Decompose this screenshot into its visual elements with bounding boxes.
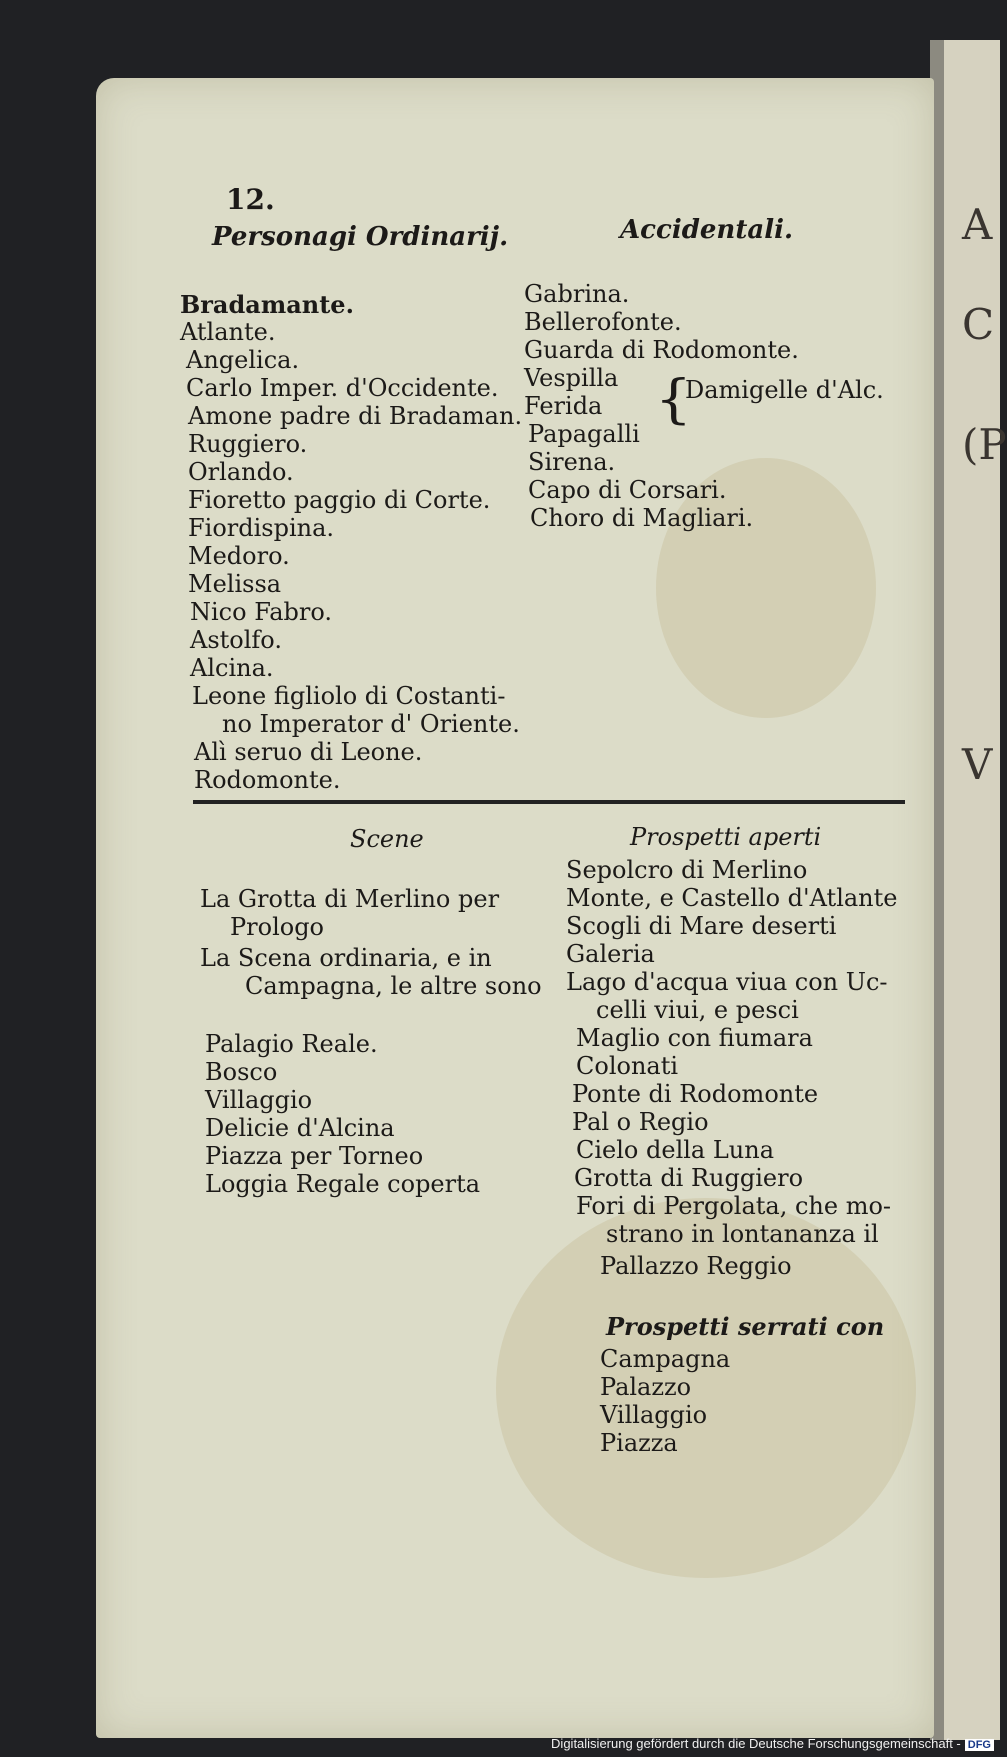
list-item: La Grotta di Merlino per — [200, 885, 500, 913]
list-item: Piazza — [600, 1429, 678, 1457]
list-item: Atlante. — [180, 318, 276, 346]
list-item: Fioretto paggio di Corte. — [188, 486, 491, 514]
list-item: Campagna — [600, 1345, 731, 1373]
list-item: Amone padre di Bradaman. — [188, 402, 523, 430]
list-item: Bradamante. — [180, 290, 354, 319]
list-item: Cielo della Luna — [576, 1136, 775, 1164]
list-item: Sepolcro di Merlino — [566, 856, 808, 884]
list-item: Prologo — [230, 913, 325, 941]
list-item: Galeria — [566, 940, 655, 968]
next-page-edge — [930, 40, 1007, 1740]
scene-heading: Scene — [350, 825, 424, 853]
list-item: Carlo Imper. d'Occidente. — [186, 374, 499, 402]
list-item: Choro di Magliari. — [530, 504, 754, 532]
list-item: Colonati — [576, 1052, 679, 1080]
list-item: Loggia Regale coperta — [205, 1170, 481, 1198]
list-item: Ferida — [524, 392, 603, 420]
list-item: Pallazzo Reggio — [600, 1252, 792, 1280]
list-item: Gabrina. — [524, 280, 630, 308]
list-item: Villaggio — [205, 1086, 313, 1114]
list-item: Monte, e Castello d'Atlante — [566, 884, 898, 912]
list-item: Vespilla — [524, 364, 619, 392]
list-item: celli viui, e pesci — [596, 996, 799, 1024]
list-item: Alì seruo di Leone. — [194, 738, 423, 766]
next-page-fragment: V — [962, 740, 993, 789]
list-item: La Scena ordinaria, e in — [200, 944, 492, 972]
list-item: Alcina. — [190, 654, 274, 682]
next-page-fragment: A — [962, 200, 993, 249]
list-item: Rodomonte. — [194, 766, 341, 794]
list-item: Ruggiero. — [188, 430, 308, 458]
list-item: Fori di Pergolata, che mo- — [576, 1192, 892, 1220]
list-item: Ponte di Rodomonte — [572, 1080, 819, 1108]
list-item: Lago d'acqua viua con Uc- — [566, 968, 888, 996]
list-item: Bellerofonte. — [524, 308, 682, 336]
list-item: Delicie d'Alcina — [205, 1114, 395, 1142]
digitization-footer — [551, 1736, 994, 1751]
page-number: 12. — [226, 183, 275, 216]
list-item: Sirena. — [528, 448, 616, 476]
list-item: Leone figliolo di Costanti- — [192, 682, 506, 710]
list-item: Orlando. — [188, 458, 294, 486]
list-item: Nico Fabro. — [190, 598, 333, 626]
next-page-fragment: C — [962, 300, 995, 349]
list-item: Piazza per Torneo — [205, 1142, 424, 1170]
list-item: Fiordispina. — [188, 514, 335, 542]
list-item: no Imperator d' Oriente. — [222, 710, 520, 738]
list-item: Papagalli — [528, 420, 640, 448]
list-item: Capo di Corsari. — [528, 476, 727, 504]
divider-rule — [193, 800, 905, 804]
damigelle-label: Damigelle d'Alc. — [685, 376, 884, 404]
list-item: Medoro. — [188, 542, 290, 570]
list-item: Scogli di Mare deserti — [566, 912, 837, 940]
brace-icon: { — [655, 368, 692, 430]
heading-accidentali: Accidentali. — [620, 215, 793, 245]
list-item: Palazzo — [600, 1373, 692, 1401]
footer-text: Digitalisierung gefördert durch die Deutsche Forschungsgemeinschaft - — [551, 1736, 961, 1751]
list-item: Palagio Reale. — [205, 1030, 378, 1058]
list-item: Bosco — [205, 1058, 278, 1086]
list-item: Villaggio — [600, 1401, 708, 1429]
dfg-logo: DFG — [965, 1739, 994, 1751]
list-item: Grotta di Ruggiero — [574, 1164, 804, 1192]
list-item: Angelica. — [186, 346, 300, 374]
list-item: strano in lontananza il — [606, 1220, 879, 1248]
next-page-fragment: (P — [962, 420, 1007, 469]
list-item: Maglio con fiumara — [576, 1024, 813, 1052]
prospetti-serrati-heading: Prospetti serrati con — [606, 1312, 885, 1341]
list-item: Astolfo. — [190, 626, 282, 654]
list-item: Pal o Regio — [572, 1108, 709, 1136]
list-item: Melissa — [188, 570, 282, 598]
heading-ordinari: Personagi Ordinarij. — [212, 222, 509, 252]
prospetti-aperti-heading: Prospetti aperti — [630, 823, 822, 851]
list-item: Guarda di Rodomonte. — [524, 336, 799, 364]
list-item: Campagna, le altre sono — [245, 972, 542, 1000]
